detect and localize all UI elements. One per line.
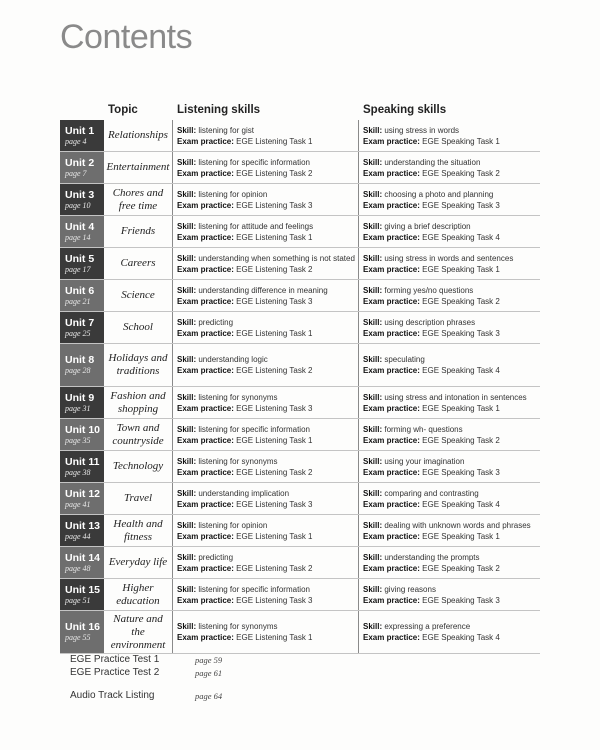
skill-label: Skill: [363,189,383,199]
unit-page: page 14 [65,232,91,242]
speaking-skill: using stress and intonation in sentences [384,392,527,402]
speaking-exam: EGE Speaking Task 3 [422,595,500,605]
listening-skill: listening for attitude and feelings [198,221,314,231]
speaking-exam: EGE Speaking Task 3 [422,328,500,338]
listening-cell [172,515,358,546]
exam-label: Exam practice: [363,531,420,541]
unit-page: page 55 [65,633,91,642]
listening-cell [172,579,358,610]
listening-exam: EGE Listening Task 2 [236,168,313,178]
listening-skill: predicting [198,552,234,562]
speaking-cell [358,280,540,311]
speaking-exam: EGE Speaking Task 2 [422,168,500,178]
skill-label: Skill: [363,424,383,434]
speaking-exam: EGE Speaking Task 1 [422,136,500,146]
listening-skill: understanding difference in meaning [198,285,328,295]
listening-skill: understanding implication [198,488,290,498]
listening-exam: EGE Listening Task 2 [236,563,313,573]
unit-number: Unit 10 [65,423,101,436]
exam-label: Exam practice: [177,499,234,509]
speaking-skill: using your imagination [384,456,465,466]
unit-badge [60,184,104,215]
footer-item-label[interactable]: Audio Track Listing [70,690,155,701]
skill-label: Skill: [363,392,383,402]
listening-exam: EGE Listening Task 3 [236,403,313,413]
skill-label: Skill: [363,221,383,231]
speaking-exam: EGE Speaking Task 1 [422,403,500,413]
speaking-exam: EGE Speaking Task 2 [422,563,500,573]
speaking-skill: forming wh- questions [384,424,463,434]
unit-topic: Chores and free time [112,186,164,212]
unit-number: Unit 4 [65,220,95,233]
footer-item-page: page 61 [195,668,223,678]
listening-exam: EGE Listening Task 2 [236,467,313,477]
listening-cell [172,344,358,386]
listening-exam: EGE Listening Task 3 [236,595,313,605]
listening-skill: listening for synonyms [198,392,278,402]
skill-label: Skill: [177,189,197,199]
speaking-cell [358,184,540,215]
listening-skill: listening for gist [198,125,254,135]
skill-label: Skill: [177,253,197,263]
footer-item-label[interactable]: EGE Practice Test 2 [70,667,160,678]
skill-label: Skill: [177,157,197,167]
unit-number: Unit 8 [65,354,95,366]
unit-page: page 21 [65,296,91,306]
listening-exam: EGE Listening Task 1 [236,328,313,338]
speaking-cell [358,152,540,183]
listening-cell [172,387,358,418]
unit-badge [60,547,104,578]
unit-number: Unit 1 [65,124,95,137]
skill-label: Skill: [177,488,197,498]
unit-badge [60,120,104,151]
listening-exam: EGE Listening Task 1 [236,633,313,642]
unit-page: page 7 [65,168,87,178]
table-row[interactable] [60,611,540,654]
listening-cell [172,547,358,578]
listening-cell [172,120,358,151]
unit-page: page 31 [65,403,91,413]
exam-label: Exam practice: [177,264,234,274]
listening-exam: EGE Listening Task 1 [236,232,313,242]
speaking-cell [358,483,540,514]
unit-badge [60,483,104,514]
unit-number: Unit 14 [65,551,101,564]
exam-label: Exam practice: [363,200,420,210]
unit-badge [60,579,104,610]
speaking-skill: dealing with unknown words and phrases [384,520,531,530]
speaking-exam: EGE Speaking Task 2 [422,296,500,306]
unit-number: Unit 5 [65,252,95,265]
table-row[interactable] [60,312,540,344]
exam-label: Exam practice: [177,232,234,242]
table-row[interactable] [60,216,540,248]
footer-item-page: page 59 [195,655,223,665]
skill-label: Skill: [363,552,383,562]
unit-badge [60,515,104,546]
unit-page: page 48 [65,563,91,573]
table-row[interactable] [60,387,540,419]
table-row[interactable] [60,579,540,611]
skill-label: Skill: [177,584,197,594]
unit-topic: Higher education [116,581,160,607]
unit-badge [60,344,104,386]
listening-cell [172,280,358,311]
exam-label: Exam practice: [363,435,420,445]
exam-label: Exam practice: [177,168,234,178]
unit-topic: School [123,321,153,333]
unit-badge [60,312,104,343]
table-row[interactable] [60,451,540,483]
speaking-cell [358,120,540,151]
unit-page: page 10 [65,200,91,210]
unit-badge [60,611,104,653]
listening-skill: predicting [198,317,234,327]
speaking-skill: expressing a preference [384,622,471,631]
unit-number: Unit 6 [65,284,95,297]
speaking-skill: using description phrases [384,317,476,327]
unit-topic: Relationships [108,129,168,141]
exam-label: Exam practice: [177,595,234,605]
exam-label: Exam practice: [177,296,234,306]
listening-exam: EGE Listening Task 1 [236,136,313,146]
speaking-exam: EGE Speaking Task 4 [422,366,500,375]
exam-label: Exam practice: [363,136,420,146]
listening-skill: listening for specific information [198,157,310,167]
listening-skill: listening for specific information [198,584,310,594]
unit-badge [60,451,104,482]
listening-skill: listening for opinion [198,189,268,199]
table-row[interactable] [60,344,540,387]
speaking-skill: giving a brief description [384,221,471,231]
skill-label: Skill: [177,552,197,562]
listening-skill: listening for synonyms [198,622,278,631]
listening-cell [172,152,358,183]
speaking-skill: understanding the prompts [384,552,480,562]
listening-cell [172,611,358,653]
exam-label: Exam practice: [177,200,234,210]
speaking-exam: EGE Speaking Task 1 [422,264,500,274]
skill-label: Skill: [177,392,197,402]
speaking-cell [358,387,540,418]
topic-header: Topic [108,104,138,116]
exam-label: Exam practice: [363,296,420,306]
listening-skill: understanding when something is not stated [198,253,355,263]
speaking-cell [358,419,540,450]
skill-label: Skill: [363,520,383,530]
listening-exam: EGE Listening Task 3 [236,499,313,509]
unit-topic: Technology [112,460,164,472]
unit-badge [60,280,104,311]
footer-item-page: page 64 [195,691,223,701]
listening-exam: EGE Listening Task 2 [236,366,313,375]
speaking-skill: choosing a photo and planning [384,189,494,199]
unit-topic: Holidays and traditions [108,352,168,377]
listening-cell [172,216,358,247]
exam-label: Exam practice: [177,435,234,445]
unit-topic: Entertainment [106,161,170,173]
unit-topic: Everyday life [108,556,168,568]
unit-page: page 44 [65,531,91,541]
skill-label: Skill: [177,355,197,364]
skill-label: Skill: [363,253,383,263]
skill-label: Skill: [177,520,197,530]
unit-topic: Travel [123,492,153,504]
speaking-cell [358,515,540,546]
listening-exam: EGE Listening Task 3 [236,296,313,306]
exam-label: Exam practice: [177,531,234,541]
unit-topic: Health and fitness [113,517,163,543]
speaking-cell [358,451,540,482]
unit-page: page 17 [65,264,91,274]
listening-exam: EGE Listening Task 2 [236,264,313,274]
table-row[interactable] [60,280,540,312]
exam-label: Exam practice: [363,403,420,413]
unit-topic: Science [121,289,155,301]
exam-label: Exam practice: [363,563,420,573]
unit-page: page 35 [65,435,91,445]
speaking-skill: giving reasons [384,584,436,594]
unit-number: Unit 16 [65,621,101,633]
skill-label: Skill: [363,285,383,295]
exam-label: Exam practice: [363,232,420,242]
table-row[interactable] [60,120,540,152]
speaking-cell [358,216,540,247]
skill-label: Skill: [363,317,383,327]
speaking-cell [358,547,540,578]
speaking-exam: EGE Speaking Task 4 [422,633,500,642]
listening-cell [172,248,358,279]
unit-topic: Careers [120,257,156,269]
exam-label: Exam practice: [363,264,420,274]
skill-label: Skill: [363,622,383,631]
speaking-cell [358,611,540,653]
unit-number: Unit 12 [65,487,101,500]
skill-label: Skill: [177,424,197,434]
table-row[interactable] [60,483,540,515]
listening-cell [172,184,358,215]
footer-item-label[interactable]: EGE Practice Test 1 [70,654,160,665]
speaking-exam: EGE Speaking Task 3 [422,467,500,477]
skill-label: Skill: [363,157,383,167]
page-title: Contents [60,18,193,56]
exam-label: Exam practice: [177,633,234,642]
speaking-skill: using stress in words and sentences [384,253,514,263]
unit-number: Unit 9 [65,391,95,404]
exam-label: Exam practice: [363,366,420,375]
speaking-skill: understanding the situation [384,157,481,167]
speaking-exam: EGE Speaking Task 4 [422,232,500,242]
listening-exam: EGE Listening Task 3 [236,200,313,210]
listening-skill: listening for synonyms [198,456,278,466]
speaking-exam: EGE Speaking Task 3 [422,200,500,210]
exam-label: Exam practice: [363,168,420,178]
skill-label: Skill: [363,125,383,135]
exam-label: Exam practice: [177,366,234,375]
skill-label: Skill: [363,584,383,594]
table-row[interactable] [60,547,540,579]
exam-label: Exam practice: [177,467,234,477]
exam-label: Exam practice: [177,563,234,573]
contents-table [60,120,540,654]
exam-label: Exam practice: [363,499,420,509]
speaking-cell [358,344,540,386]
unit-badge [60,419,104,450]
speaking-header: Speaking skills [363,104,447,116]
listening-cell [172,419,358,450]
unit-number: Unit 15 [65,583,101,596]
speaking-skill: forming yes/no questions [384,285,474,295]
listening-skill: listening for opinion [198,520,268,530]
listening-cell [172,312,358,343]
listening-skill: listening for specific information [198,424,310,434]
speaking-skill: speculating [384,355,425,364]
skill-label: Skill: [177,622,197,631]
speaking-cell [358,312,540,343]
table-row[interactable] [60,248,540,280]
skill-label: Skill: [363,355,383,364]
unit-page: page 41 [65,499,91,509]
speaking-cell [358,579,540,610]
skill-label: Skill: [177,221,197,231]
skill-label: Skill: [177,317,197,327]
skill-label: Skill: [363,488,383,498]
speaking-skill: using stress in words [384,125,460,135]
unit-badge [60,248,104,279]
unit-number: Unit 2 [65,156,95,169]
listening-skill: understanding logic [198,355,268,364]
table-row[interactable] [60,419,540,451]
exam-label: Exam practice: [363,595,420,605]
unit-topic: Friends [120,225,156,237]
listening-exam: EGE Listening Task 1 [236,435,313,445]
speaking-exam: EGE Speaking Task 4 [422,499,500,509]
unit-page: page 25 [65,328,91,338]
unit-page: page 51 [65,595,91,605]
speaking-cell [358,248,540,279]
skill-label: Skill: [177,285,197,295]
unit-badge [60,216,104,247]
unit-badge [60,152,104,183]
unit-number: Unit 7 [65,316,95,329]
unit-topic: Fashion and shopping [110,389,166,415]
listening-cell [172,483,358,514]
unit-number: Unit 3 [65,188,95,201]
unit-number: Unit 13 [65,519,101,532]
exam-label: Exam practice: [363,467,420,477]
unit-badge [60,387,104,418]
exam-label: Exam practice: [177,328,234,338]
listening-exam: EGE Listening Task 1 [236,531,313,541]
skill-label: Skill: [177,456,197,466]
unit-topic: Nature and the environment [110,612,166,651]
unit-number: Unit 11 [65,455,100,468]
speaking-exam: EGE Speaking Task 1 [422,531,500,541]
speaking-exam: EGE Speaking Task 2 [422,435,500,445]
table-row[interactable] [60,184,540,216]
listening-cell [172,451,358,482]
exam-label: Exam practice: [363,328,420,338]
listening-header: Listening skills [177,104,261,116]
skill-label: Skill: [177,125,197,135]
exam-label: Exam practice: [363,633,420,642]
table-row[interactable] [60,515,540,547]
table-row[interactable] [60,152,540,184]
unit-page: page 38 [65,467,91,477]
unit-page: page 28 [65,366,91,375]
unit-topic: Town and countryside [112,421,164,447]
unit-page: page 4 [65,136,87,146]
speaking-skill: comparing and contrasting [384,488,479,498]
exam-label: Exam practice: [177,136,234,146]
skill-label: Skill: [363,456,383,466]
exam-label: Exam practice: [177,403,234,413]
